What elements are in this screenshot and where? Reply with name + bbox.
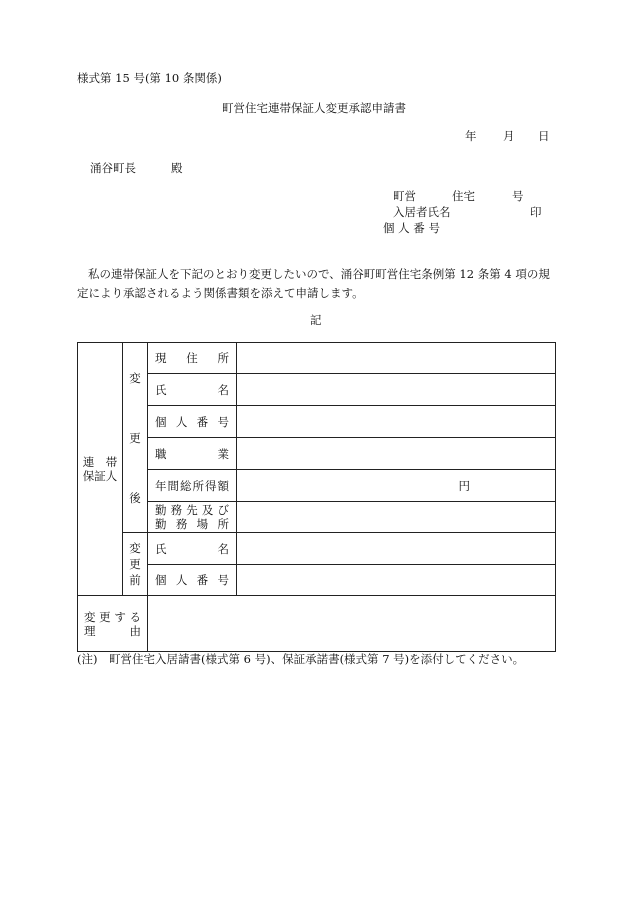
before-name-label: 氏名 xyxy=(148,533,237,565)
guarantor-label-line1: 連 帯 xyxy=(82,455,118,469)
date-month-label: 月 xyxy=(503,129,515,143)
after-workplace-value[interactable] xyxy=(237,502,556,533)
attachment-note: (注) 町営住宅入居請書(様式第 6 号)、保証承諾書(様式第 7 号)を添付してください。 xyxy=(77,652,525,666)
before-id-label: 個人番号 xyxy=(148,565,237,596)
guarantor-change-table xyxy=(77,342,556,652)
after-workplace-line2: 勤務場所 xyxy=(155,517,229,531)
before-label-char: 変 xyxy=(129,541,141,555)
after-job-label: 職業 xyxy=(148,438,237,470)
date-year-label: 年 xyxy=(465,129,477,143)
before-label-char: 更 xyxy=(129,557,141,571)
after-id-value[interactable] xyxy=(237,406,556,438)
after-job-value[interactable] xyxy=(237,438,556,470)
reason-label xyxy=(78,596,148,652)
before-label-char: 前 xyxy=(129,573,141,587)
after-id-label: 個人番号 xyxy=(148,406,237,438)
reason-value[interactable] xyxy=(148,596,556,652)
after-name-value[interactable] xyxy=(237,374,556,406)
date-day-label: 日 xyxy=(538,129,550,143)
before-name-value[interactable] xyxy=(237,533,556,565)
guarantor-label-cell xyxy=(78,343,123,596)
resident-name-label: 入居者氏名 xyxy=(393,205,451,219)
after-label-char: 後 xyxy=(129,490,141,505)
form-number: 様式第 15 号(第 10 条関係) xyxy=(77,71,222,85)
addressee-name: 涌谷町長 xyxy=(90,161,136,175)
guarantor-label-line2: 保証人 xyxy=(82,469,118,483)
document-title: 町営住宅連帯保証人変更承認申請書 xyxy=(222,101,406,115)
after-label-char: 変 xyxy=(129,370,141,385)
seal-mark: 印 xyxy=(530,205,542,219)
after-workplace-line1: 勤務先及び xyxy=(155,503,229,517)
personal-number-label: 個 人 番 号 xyxy=(383,221,440,235)
after-label-char: 更 xyxy=(129,430,141,445)
after-change-label xyxy=(123,343,148,533)
application-body: 私の連帯保証人を下記のとおり変更したいので、涌谷町町営住宅条例第 12 条第 4 項の規定により承認されるよう関係書類を添えて申請します。 xyxy=(77,267,550,300)
income-unit: 円 xyxy=(458,478,470,493)
addressee-honorific: 殿 xyxy=(171,161,183,175)
after-name-label: 氏名 xyxy=(148,374,237,406)
after-address-value[interactable] xyxy=(237,343,556,374)
before-change-label xyxy=(123,533,148,596)
after-income-value[interactable] xyxy=(237,470,556,502)
reason-label-line2: 理由 xyxy=(84,623,141,638)
housing-middle: 住宅 xyxy=(452,189,475,203)
after-workplace-label xyxy=(148,502,237,533)
before-id-value[interactable] xyxy=(237,565,556,596)
housing-number-suffix: 号 xyxy=(512,189,524,203)
after-address-label: 現住所 xyxy=(148,343,237,374)
after-income-label: 年間総所得額 xyxy=(148,470,237,502)
housing-prefix: 町営 xyxy=(393,189,416,203)
reason-label-line1: 変更する xyxy=(84,609,141,624)
ki-heading: 記 xyxy=(310,313,322,327)
